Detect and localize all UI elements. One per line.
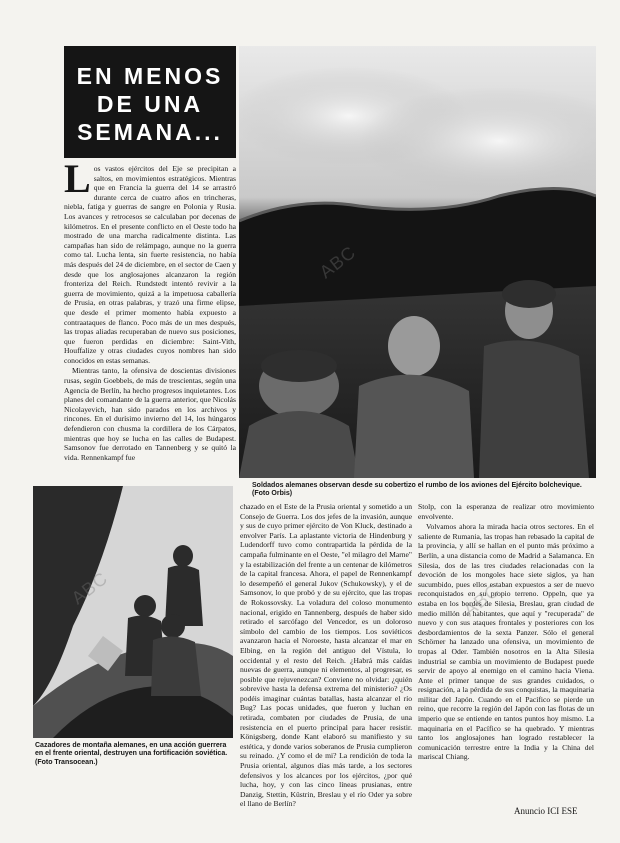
intro-paragraph-2: Mientras tanto, la ofensiva de doscientas divisiones rusas, según Goebbels, de más de trescientas, según una Agencia de Berlín, ha hecho progresos inquietantes. Los planes del comandante de la guerra anterior, que Nicolás Nicolayevich, han sido parados en los archivos y rincones. En el durísimo invierno del 14, los húngaros defendieron con chusma la cordillera de los Cárpatos, mientras que hoy se lucha en las calles de Budapest. Samsonov fue derrotado en Tannenberg y se quitó la vida. Rennenkampf fue	[64, 366, 236, 462]
caption-top-photo: Soldados alemanes observan desde su cobertizo el rumbo de los aviones del Ejército bolchevique. (Foto Orbis)	[252, 482, 582, 498]
abc-watermark: ABC	[459, 579, 504, 621]
page-footer: Anuncio ICI ESE	[514, 806, 578, 816]
photo-mountain-troops	[33, 486, 233, 738]
column-2-paragraph-1: chazado en el Este de la Prusia oriental y sometido a un Consejo de Guerra. Los dos jefes de la invasión, aunque y sus de cuyo primer ejército de Von Kluck, destinado a envolver París. La aplastante victoria de Hindenburg y Ludendorff tuvo como contrapartida la pérdida de la campaña fulminante en el Oeste, "el milagro del Marne" y la estabilización del frente a un centenar de kilómetros de la capital francesa. Ahora, el papel de Rennenkampf lo desempeñó el general Jukov (Schukowsky), y el de Samsonov, lo que probó y de su ejército, que las tropas de Rokossovsky. La voladura del coloso monumento nacional, erigido en Tannenberg, después de haber sido retirado el sarcófago del Vencedor, es un doloroso símbolo del cambio de los tiempos. Los soviéticos avanzaron hacia el Noroeste, hasta alcanzar el mar en Elbing, en la región del antiguo del Vístula, lo occidental y el resto del Reich. ¿Habrá más caídas nuevas de guerra, aunque ni elementos, al progresar, es posible que rejuvenezcan? Conviene no olvidar: ¿quién sobrevive hasta la defensa extrema del ministerio? ¿Os podéis imaginar cuántas batallas, hasta alcanzar el río Bug? Las pocas unidades, que fueron y luchan en retirada, combaten por ciudades de Prusia, de una resistencia en el puerto principal para hacer resistir. Königsberg, donde Kant elaboró su manifiesto y su estética, y donde varios soberanos de Prusia cumplieron su reinado. ¿Y como el de mi? La rendición de toda la Prusia oriental, algunos días más tarde, a los sectores defensivos y los alcances por los ejércitos, ¿por qué lucha, hoy, y con las cinco líneas prusianas, entre Danzig, Stettin, Küstrin, Breslau y el río Oder ya sobre el llano de Berlín?	[240, 502, 412, 809]
mountain-troops-image	[33, 486, 233, 738]
title-line-2: DE UNA	[96, 91, 204, 117]
abc-watermark: ABC	[67, 567, 112, 609]
intro-column	[64, 164, 236, 480]
intro-paragraph-1: os vastos ejércitos del Eje se precipitan a saltos, en movimientos estratégicos. Mientras que en Francia la guerra del 14 se arrastró durante cerca de cuatro años en trincheras, niebla, fatiga y guerras de sangre en Polonia y Rusia. Los avances y retrocesos se calculaban por decenas de kilómetros. En el presente conflicto en el Oeste todo ha mostrado de una marcha radicalmente distinta. Las campañas han sido de relámpago, aunque no la guerra como tal. Lucha lenta, sin fuerte resistencia, no había más después del 24 de diciembre, en el sector de Caen y desde que los anglosajones alcanzaron la región fronteriza del Reich. Rundstedt intentó revivir a la guerra de movimiento, quizá a la impetuosa caballería de Prusia, en otras palabras, y trazó una firme elipse, que desde el primer momento había expuesto a contraataques de flanco. Poco más de un mes después, las tropas aliadas recuperaban de nuevo sus posiciones, que fueron perdidas en diciembre: Saint-Vith, Houffalize y otras ciudades cuyos nombres han sido conocidos en estas semanas.	[64, 164, 236, 365]
soldiers-trench-image	[239, 46, 596, 478]
caption-bottom-photo: Cazadores de montaña alemanes, en una acción guerrera en el frente oriental, destruyen una fortificación soviética. (Foto Transocean.)	[35, 742, 228, 766]
dropcap-letter: L	[64, 164, 91, 201]
column-3-paragraph-2: Volvamos ahora la mirada hacia otros sectores. En el saliente de Rumania, las tropas han rebasado la capital de la provincia, y allí se hallan en el punto más próximo a Berlín, a una distancia como de Madrid a Salamanca. En Silesia, dos de las tres ciudades relacionadas con la devoción de los mongoles hace siete siglos, ya han sucumbido, pues ellos estaban expuestos a ser de nuevo reconquistados en su propio terreno. Oppeln, que ya estaba en los bordes de Silesia, Breslau, gran ciudad de medio millón de habitantes, que aquí y "recuperada" de nuevo y con sus ataques frontales y posteriores con los desbordamientos de la sexta Panzer. Sólo el general Schörner ha lanzado una ofensiva, un movimiento de tropas al Oder. También nosotros en la Alta Silesia industrial se cambia un movimiento de Budapest puede servir de apoyo al enemigo en el camino hacia Viena. Ante el primer tanque de sus grandes cuidados, o resignación, a la pérdida de sus conquistas, la maquinaria militar del Japón. Cuando en el Pacífico se pierde un reino, que recorre la región del Japón con las flotas de un imperio que se entiende en tantos puntos hoy mismo. La maquinaria en el Pacífico se ha quebrado. Y mientras tanto los anglosajones han logrado restablecer la comunicación terrestre entre la India y la China del mariscal Chiang.	[418, 522, 594, 762]
abc-watermark: ABC	[315, 241, 360, 283]
column-2	[240, 502, 412, 818]
article-title	[64, 46, 236, 158]
column-3-paragraph-1: Stolp, con la esperanza de realizar otro movimiento envolvente.	[418, 502, 594, 521]
column-3	[418, 502, 594, 802]
photo-soldiers-trench	[239, 46, 596, 478]
title-line-3: SEMANA...	[77, 119, 223, 145]
title-line-1: EN MENOS	[76, 63, 224, 89]
